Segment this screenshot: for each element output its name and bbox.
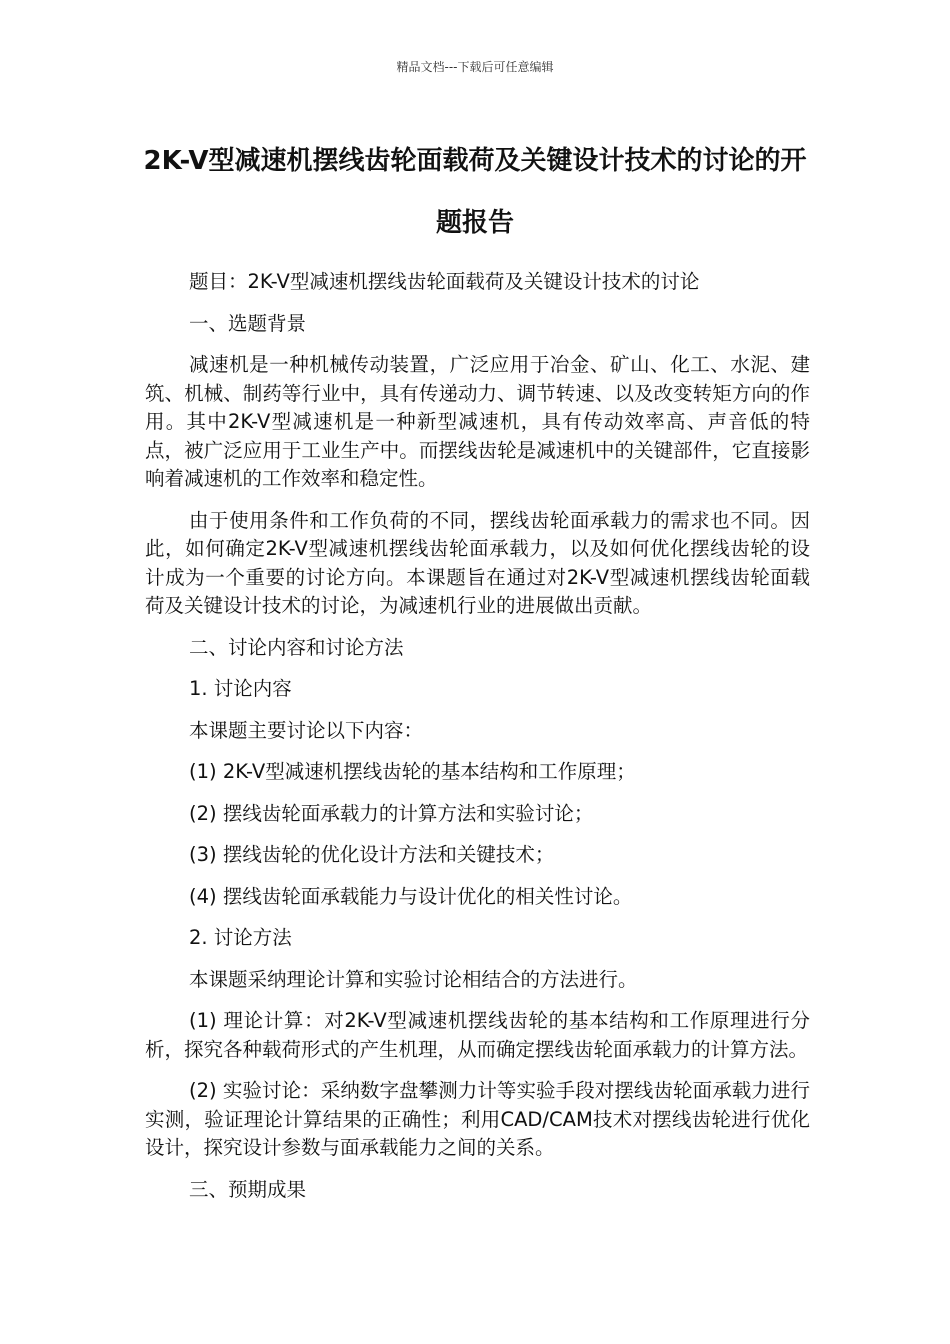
section-heading-expected-results: 三、预期成果	[189, 1177, 307, 1201]
subsection-heading-methods: 2. 讨论方法	[189, 926, 292, 949]
content-item-1: (1) 2K-V型减速机摆线齿轮的基本结构和工作原理；	[189, 760, 636, 783]
content-item-3: (3) 摆线齿轮的优化设计方法和关键技术；	[189, 843, 555, 866]
subsection-heading-content: 1. 讨论内容	[189, 677, 292, 700]
topic-line: 题目：2K-V型减速机摆线齿轮面载荷及关键设计技术的讨论	[189, 270, 700, 293]
background-paragraph-1: 减速机是一种机械传动装置，广泛应用于冶金、矿山、化工、水泥、建筑、机械、制药等行业中，具有传递动力、调节转速、以及改变转矩方向的作用。其中2K-V型减速机是一种新型减速机，具有传动效率高、声音低的特点，被广泛应用于工业生产中。而摆线齿轮是减速机中的关键部件，它直接影响着减速机的工作效率和稳定性。	[145, 353, 810, 490]
content-item-2: (2) 摆线齿轮面承载力的计算方法和实验讨论；	[189, 801, 594, 825]
page-header-note: 精品文档---下载后可任意编辑	[396, 60, 554, 74]
document-title: 2K-V型减速机摆线齿轮面载荷及关键设计技术的讨论的开题报告	[143, 146, 807, 238]
content-item-4: (4) 摆线齿轮面承载能力与设计优化的相关性讨论。	[189, 884, 633, 908]
methods-intro: 本课题采纳理论计算和实验讨论相结合的方法进行。	[189, 967, 638, 991]
content-intro: 本课题主要讨论以下内容：	[189, 718, 424, 742]
document-body	[145, 268, 810, 1217]
section-heading-content-methods: 二、讨论内容和讨论方法	[189, 635, 404, 659]
section-heading-background: 一、选题背景	[189, 311, 307, 335]
method-item-2: (2) 实验讨论：采纳数字盘攀测力计等实验手段对摆线齿轮面承载力进行实测，验证理论计算结果的正确性；利用CAD/CAM技术对摆线齿轮进行优化设计，探究设计参数与面承载能力之间的关系。	[145, 1079, 810, 1159]
background-paragraph-2: 由于使用条件和工作负荷的不同，摆线齿轮面承载力的需求也不同。因此，如何确定2K-V型减速机摆线齿轮面承载力，以及如何优化摆线齿轮的设计成为一个重要的讨论方向。本课题旨在通过对2K-V型减速机摆线齿轮面载荷及关键设计技术的讨论，为减速机行业的进展做出贡献。	[145, 508, 810, 617]
method-item-1: (1) 理论计算：对2K-V型减速机摆线齿轮的基本结构和工作原理进行分析，探究各种载荷形式的产生机理，从而确定摆线齿轮面承载力的计算方法。	[145, 1009, 810, 1061]
